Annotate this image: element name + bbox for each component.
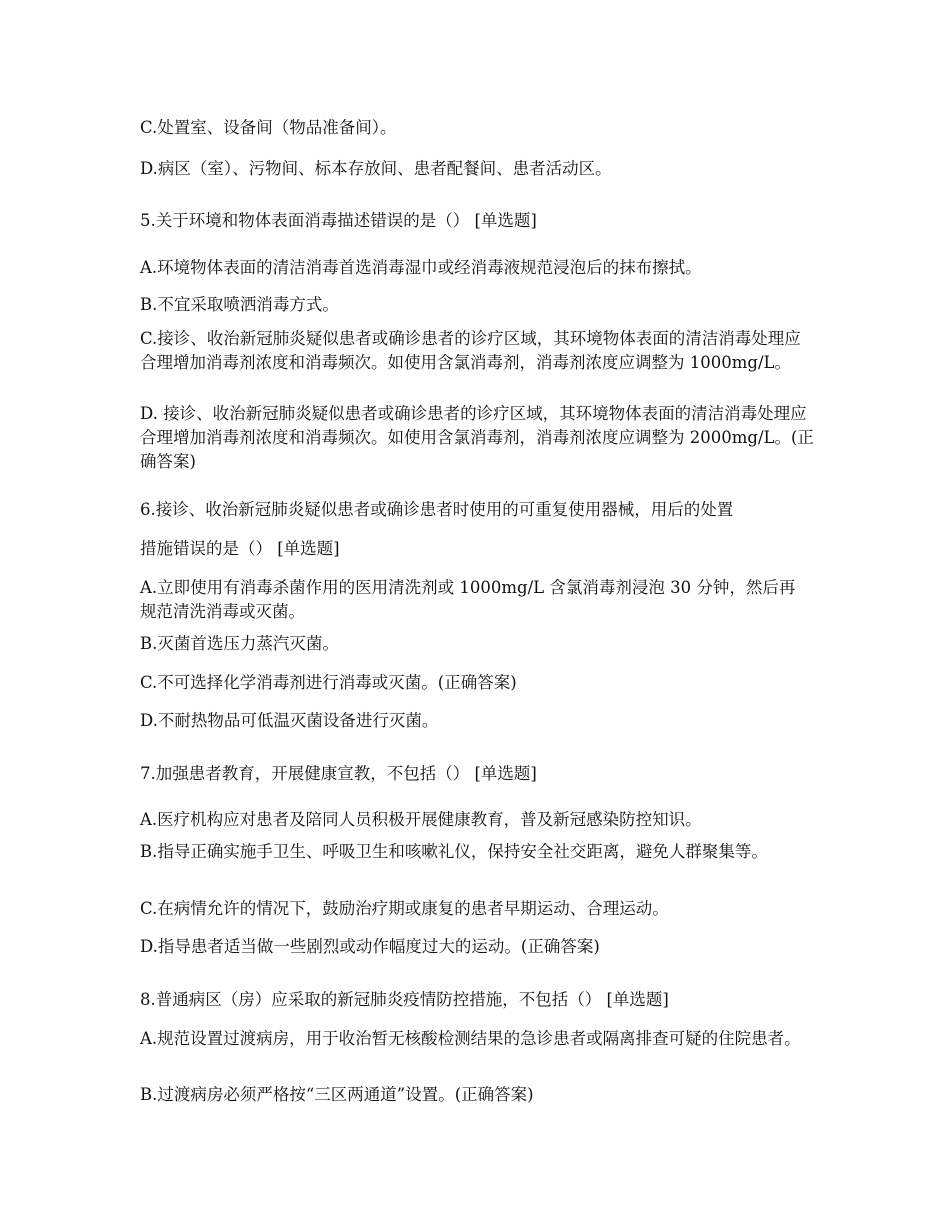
- q5-option-d: D. 接诊、收治新冠肺炎疑似患者或确诊患者的诊疗区域，其环境物体表面的清洁消毒处理应合理增加消毒剂浓度和消毒频次。如使用含氯消毒剂，消毒剂浓度应调整为 2000mg/L。(正确答案): [140, 404, 814, 471]
- q5-option-b: B.不宜采取喷洒消毒方式。: [140, 295, 339, 314]
- q6-question-stem-line1: 6.接诊、收治新冠肺炎疑似患者或确诊患者时使用的可重复使用器械，用后的处置: [140, 500, 734, 519]
- q5-option-a: A.环境物体表面的清洁消毒首选消毒湿巾或经消毒液规范浸泡后的抹布擦拭。: [140, 258, 702, 277]
- q5-option-c: C.接诊、收治新冠肺炎疑似患者或确诊患者的诊疗区域，其环境物体表面的清洁消毒处理应合理增加消毒剂浓度和消毒频次。如使用含氯消毒剂，消毒剂浓度应调整为 1000mg/L。: [140, 329, 801, 372]
- q7-option-b: B.指导正确实施手卫生、呼吸卫生和咳嗽礼仪，保持安全社交距离，避免人群聚集等。: [140, 842, 768, 861]
- q6-option-a: A.立即使用有消毒杀菌作用的医用清洗剂或 1000mg/L 含氯消毒剂浸泡 30 分钟，然后再规范清洗消毒或灭菌。: [140, 578, 796, 621]
- q6-question-stem-line2: 措施错误的是（） [单选题]: [140, 539, 340, 558]
- q7-option-d: D.指导患者适当做一些剧烈或动作幅度过大的运动。(正确答案): [140, 937, 600, 956]
- q6-option-d: D.不耐热物品可低温灭菌设备进行灭菌。: [140, 711, 439, 730]
- q7-option-c: C.在病情允许的情况下，鼓励治疗期或康复的患者早期运动、合理运动。: [140, 899, 669, 918]
- q6-option-c: C.不可选择化学消毒剂进行消毒或灭菌。(正确答案): [140, 673, 517, 692]
- q6-option-b: B.灭菌首选压力蒸汽灭菌。: [140, 634, 339, 653]
- q4-option-d: D.病区（室）、污物间、标本存放间、患者配餐间、患者活动区。: [140, 159, 612, 178]
- q7-option-a: A.医疗机构应对患者及陪同人员积极开展健康教育，普及新冠感染防控知识。: [140, 810, 702, 829]
- q5-question-stem: 5.关于环境和物体表面消毒描述错误的是（） [单选题]: [140, 211, 537, 230]
- q7-question-stem: 7.加强患者教育，开展健康宣教，不包括（） [单选题]: [140, 764, 537, 783]
- q8-option-b: B.过渡病房必须严格按“三区两通道”设置。(正确答案): [140, 1085, 534, 1104]
- q4-option-c: C.处置室、设备间（物品准备间）。: [140, 118, 397, 137]
- q8-question-stem: 8.普通病区（房）应采取的新冠肺炎疫情防控措施，不包括（） [单选题]: [140, 990, 669, 1009]
- q8-option-a: A.规范设置过渡病房，用于收治暂无核酸检测结果的急诊患者或隔离排查可疑的住院患者。: [140, 1029, 801, 1048]
